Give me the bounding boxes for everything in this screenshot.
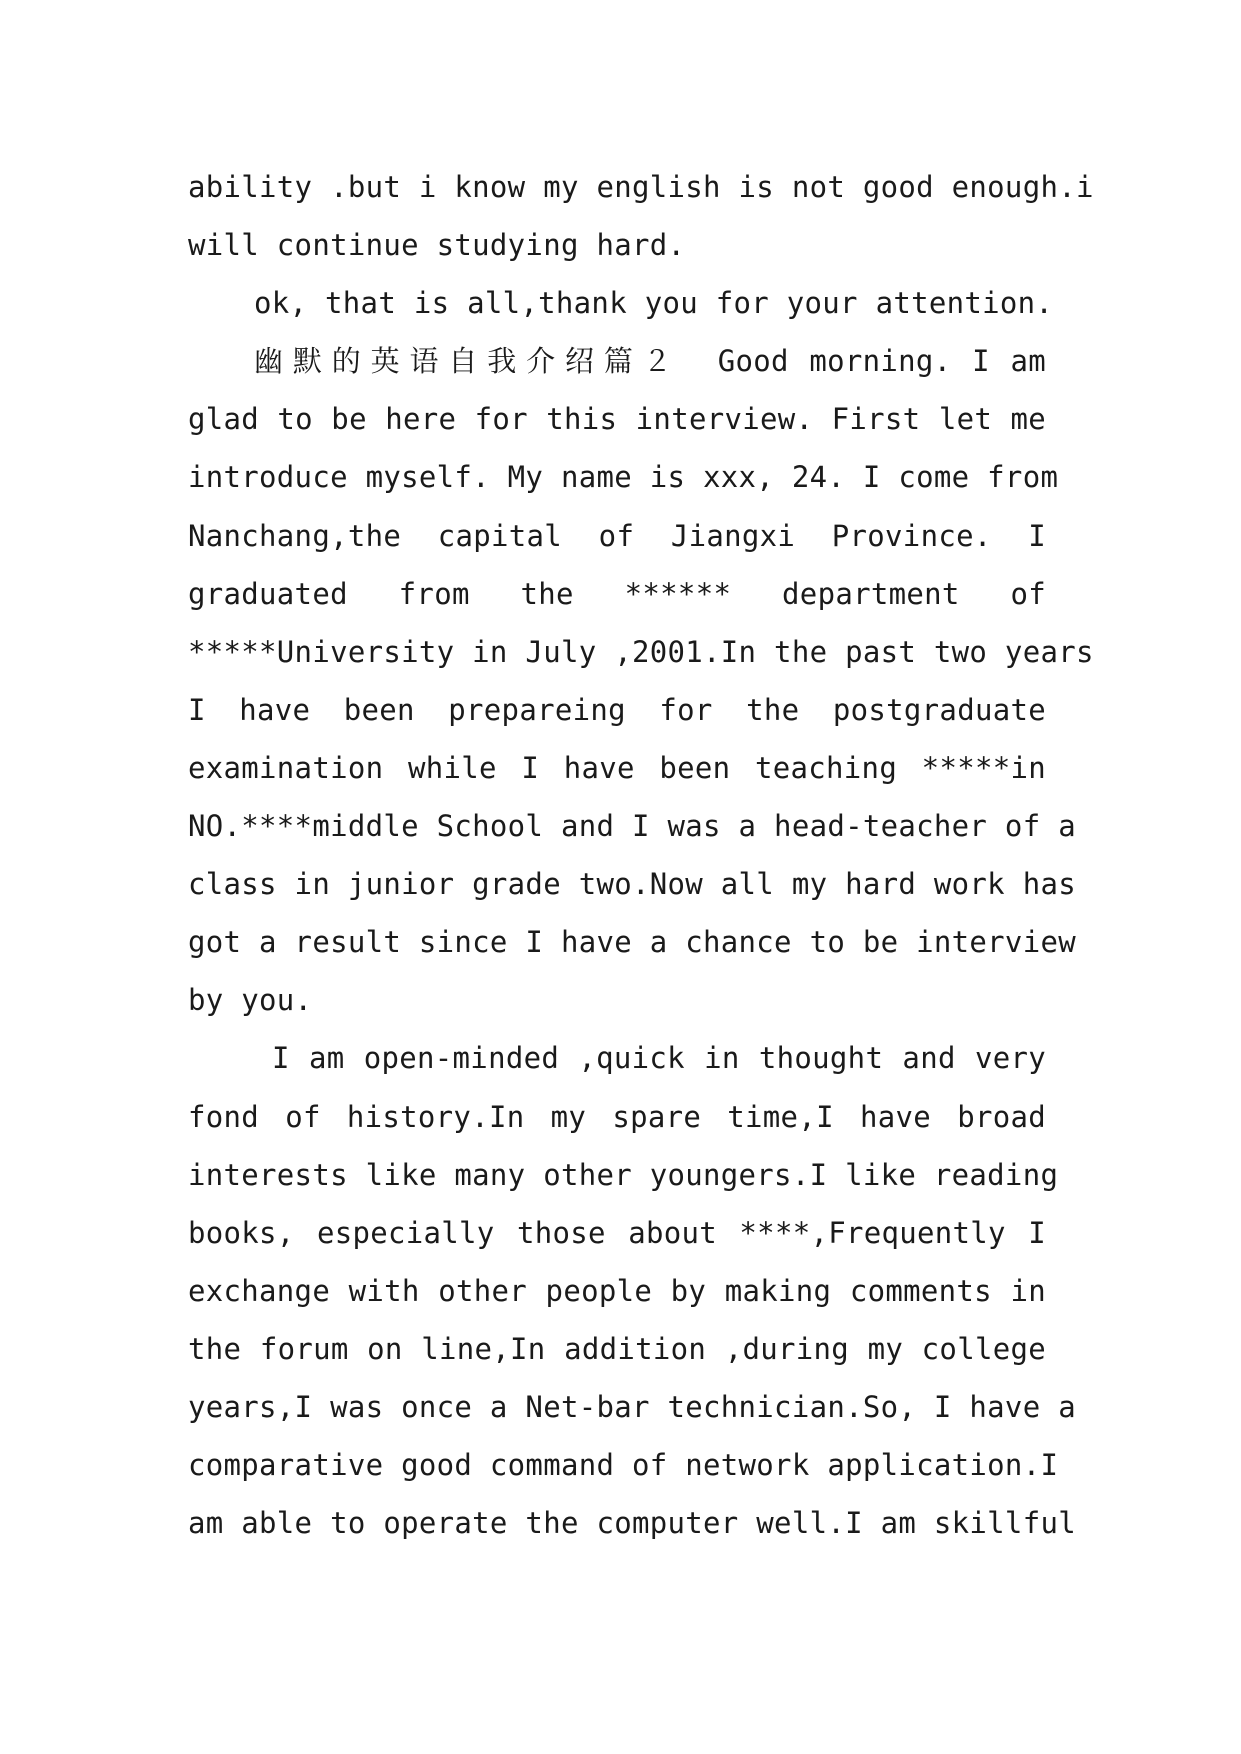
text-line: exchange with other people by making comments in xyxy=(188,1273,1046,1308)
text-line: Good morning. I am xyxy=(717,344,1046,379)
section-heading-line xyxy=(188,332,1046,390)
text-line: will continue studying hard. xyxy=(188,228,686,263)
text-line: introduce myself. My name is xxx, 24. I come from xyxy=(188,460,1059,495)
text-line: the forum on line,In addition ,during my college xyxy=(188,1331,1046,1366)
text-line: by you. xyxy=(188,983,313,1018)
text-line: *****University in July ,2001.In the past two years xyxy=(188,634,1094,669)
text-line: NO.****middle School and I was a head-teacher of a xyxy=(188,809,1076,844)
text-line: comparative good command of network application.I xyxy=(188,1448,1059,1483)
document-body xyxy=(188,158,1094,1552)
text-line: am able to operate the computer well.I am skillful xyxy=(188,1506,1076,1541)
text-line: Nanchang,the capital of Jiangxi Province. I xyxy=(188,518,1046,553)
text-line: graduated from the ****** department of xyxy=(188,576,1046,611)
text-line: ok, that is all,thank you for your attention. xyxy=(254,286,1054,321)
text-line: fond of history.In my spare time,I have broad xyxy=(188,1099,1046,1134)
text-line: I am open-minded ,quick in thought and very xyxy=(272,1041,1046,1076)
text-line: glad to be here for this interview. First let me xyxy=(188,402,1046,437)
text-line: interests like many other youngers.I like reading xyxy=(188,1157,1059,1192)
text-line: books, especially those about ****,Frequently I xyxy=(188,1215,1046,1250)
text-line: got a result since I have a chance to be interview xyxy=(188,925,1076,960)
text-line: class in junior grade two.Now all my hard work has xyxy=(188,867,1076,902)
section-heading: 幽默的英语自我介绍篇２ xyxy=(254,344,682,379)
text-line: ability .but i know my english is not good enough.i xyxy=(188,170,1094,204)
text-line: I have been prepareing for the postgraduate xyxy=(188,692,1046,727)
text-line: examination while I have been teaching *****in xyxy=(188,750,1046,785)
text-line: years,I was once a Net-bar technician.So, I have a xyxy=(188,1389,1076,1424)
